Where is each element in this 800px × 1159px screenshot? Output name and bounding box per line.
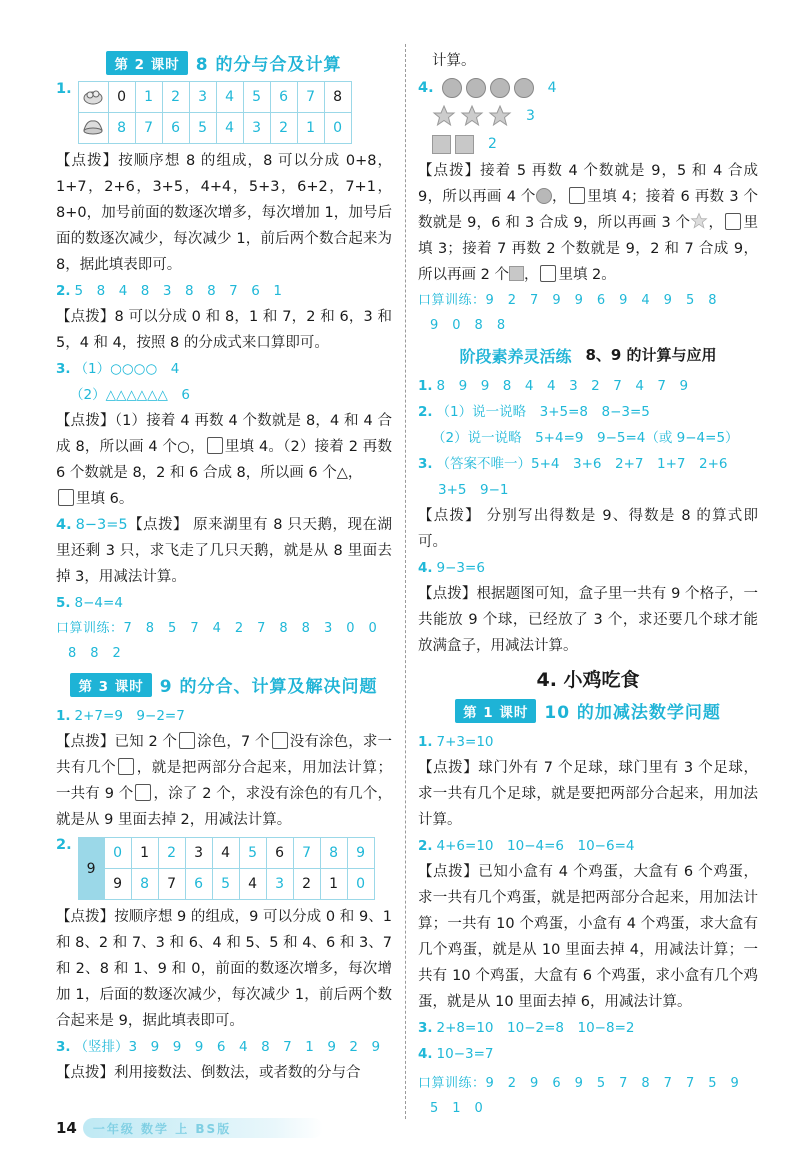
answer-text: （竖排）3 9 9 9 6 4 8 7 1 9 2 9	[74, 1039, 381, 1055]
series-bar	[83, 1118, 323, 1138]
table-cell: 1	[320, 869, 347, 900]
tip-text: 里填 4。（2）接着 2 再数 6 个数就是 8，2 和 6 合成 8，所以画 6 个△，	[56, 439, 392, 481]
lesson-badge: 第 2 课时	[106, 51, 187, 75]
q4-block	[56, 512, 392, 590]
table-cell: 4	[239, 869, 266, 900]
answer-text: 9−3=6	[436, 560, 485, 576]
table-cell: 6	[266, 838, 293, 869]
oral-training-3	[418, 1071, 758, 1121]
question-number: 1.	[418, 734, 433, 750]
question-number: 1.	[418, 378, 433, 394]
answer-text: 8 9 9 8 4 4 3 2 7 4 7 9	[436, 378, 689, 394]
q2-answer	[56, 278, 392, 304]
square-row	[418, 130, 758, 158]
u1-answer	[418, 729, 758, 755]
star-icon	[432, 104, 456, 128]
table-cell: 2	[293, 869, 320, 900]
lesson-title: 9 的分合、计算及解决问题	[159, 677, 378, 697]
table-cell: 5	[212, 869, 239, 900]
circle-icon	[536, 188, 552, 204]
answer-text: 8−3=5	[75, 517, 128, 533]
answer-text: 2+8=10 10−2=8 10−8=2	[436, 1020, 635, 1036]
tip-text: ，	[708, 215, 724, 231]
blank-box-icon	[179, 732, 195, 749]
oral-line: 9 0 8 8	[430, 318, 506, 333]
q1-tip: 【点拨】按顺序想 8 的组成，8 可以分成 0+8，1+7，2+6，3+5，4+4，5+3，6+2，7+1，8+0，加号前面的数逐次增多，每次增加 1，加号后面的数逐次减少，每次减少 1，前后两个数合起来为 8，据此填表即可。	[56, 153, 392, 273]
answer-text: （1）说一说略 3+5=8 8−3=5	[436, 404, 650, 420]
star-icon	[488, 104, 512, 128]
table-cell: 3	[243, 113, 270, 144]
s2-answer-1	[418, 399, 758, 425]
table-cell: 3	[185, 838, 212, 869]
star-row	[418, 102, 758, 130]
square-icon	[455, 135, 474, 154]
table-head-cell: 9	[78, 838, 104, 900]
circle-icon	[490, 78, 510, 98]
table-row	[78, 869, 374, 900]
tip-text: 【点拨】接着 5 再数 4 个数就是 9，5 和 4 合成 9，所以再画 4 个	[418, 163, 758, 205]
s3-answer-2: 3+5 9−1	[438, 482, 509, 498]
section-title-lesson3	[56, 672, 392, 697]
shape-count: 4	[547, 80, 557, 96]
cake-icon	[81, 83, 105, 107]
table-cell: 5	[243, 82, 270, 113]
table-cell: 6	[185, 869, 212, 900]
u4-answer	[418, 1041, 758, 1067]
table-cell: 5	[239, 838, 266, 869]
question-number: 3.	[418, 1020, 433, 1036]
question-number: 2.	[418, 404, 433, 420]
answer-text: 7+3=10	[436, 734, 494, 750]
stage-practice-title	[418, 344, 758, 367]
u2-answer	[418, 833, 758, 859]
blank-box-icon	[272, 732, 288, 749]
circle-icon	[514, 78, 534, 98]
table-cell: 7	[293, 838, 320, 869]
table-cell: 9	[104, 869, 131, 900]
tip-text: ，	[551, 189, 567, 205]
question-number: 4.	[418, 1046, 433, 1062]
table-row	[78, 82, 351, 113]
tip-text: 里填 6。	[76, 491, 134, 507]
table-cell: 2	[162, 82, 189, 113]
s3-answer-1	[418, 451, 758, 477]
blank-box-icon	[135, 784, 151, 801]
answer-text: 5 8 4 8 3 8 8 7 6 1	[74, 283, 282, 299]
u3-answer	[418, 1015, 758, 1041]
star-icon	[460, 104, 484, 128]
stage-title-sub: 8、9 的计算与应用	[585, 346, 717, 364]
table-cell: 8	[131, 869, 158, 900]
question-number: 1.	[56, 708, 71, 724]
bread-icon	[81, 114, 105, 138]
s1-answer	[418, 373, 758, 399]
answer-text: （答案不唯一）5+4 3+6 2+7 1+7 2+6	[436, 456, 728, 472]
table-cell: 8	[108, 113, 135, 144]
square-icon	[509, 266, 524, 281]
tip-text: ，	[523, 267, 539, 283]
table-cell: 2	[158, 838, 185, 869]
right-column	[418, 48, 758, 1121]
continued-text: 计算。	[432, 53, 476, 69]
question-number: 3.	[418, 456, 433, 472]
blank-box-icon	[207, 437, 223, 454]
oral-training-1	[56, 616, 392, 666]
tip-text: 里填 2。	[558, 267, 616, 283]
table-cell: 7	[135, 113, 162, 144]
u2-tip: 【点拨】已知小盒有 4 个鸡蛋，大盒有 6 个鸡蛋，求一共有几个鸡蛋，就是把两部分合起来，用加法计算；一共有 10 个鸡蛋，小盒有 4 个鸡蛋，求大盒有几个鸡蛋，就是从 10 里面去掉 4，用减法计算；一共有 10 个鸡蛋，大盒有 6 个鸡蛋，求小盒有几个鸡蛋，就是从 10 里面去掉 6，用减法计算。	[418, 864, 758, 1010]
question-number: 4.	[418, 560, 433, 576]
oral-line: 口算训练：9 2 7 9 9 6 9 4 9 5 8	[418, 293, 717, 308]
oral-line: 口算训练：7 8 5 7 4 2 7 8 8 3 0 0	[56, 621, 378, 636]
stage-title-main: 阶段素养灵活练	[459, 347, 572, 366]
question-number: 4.	[418, 80, 434, 96]
p3-answer	[56, 1034, 392, 1060]
table-row	[78, 838, 374, 869]
tip-text: 【点拨】已知 2 个	[56, 734, 178, 750]
table-row	[78, 113, 351, 144]
section-title-lesson1	[418, 698, 758, 723]
column-divider	[405, 44, 406, 1119]
oral-line: 口算训练：9 2 9 6 9 5 7 8 7 7 5 9	[418, 1076, 740, 1091]
table-cell: 7	[158, 869, 185, 900]
question-number: 3.	[56, 1039, 71, 1055]
page-footer	[56, 1118, 323, 1138]
s3-tip: 【点拨】 分别写出得数是 9、得数是 8 的算式即可。	[418, 508, 758, 550]
lesson-title: 10 的加减法数学问题	[544, 703, 721, 723]
table-cell: 0	[104, 838, 131, 869]
blank-box-icon	[540, 265, 556, 282]
tip-text: ，涂了 2 个，求没有涂色的有几个，就是从 9 里面去掉 2，用减法计算。	[56, 786, 392, 828]
question-number: 1.	[56, 81, 72, 97]
shape-count: 2	[488, 136, 497, 152]
q1-block	[56, 81, 392, 144]
blank-box-icon	[725, 213, 741, 230]
bread-pic-cell	[78, 113, 108, 144]
page-number: 14	[56, 1119, 77, 1137]
section-title-lesson2	[56, 50, 392, 75]
table-cell: 3	[266, 869, 293, 900]
tip-text: 里填 4；接着 6 再数 3 个数就是 9，6 和 3 合成 9，所以再画 3 个	[418, 189, 759, 231]
table-cell: 4	[216, 82, 243, 113]
q4-tip	[418, 158, 758, 288]
s4-answer	[418, 555, 758, 581]
answer-text: 10−3=7	[436, 1046, 494, 1062]
table-cell: 8	[324, 82, 351, 113]
left-column	[56, 48, 392, 1086]
question-number: 2.	[56, 283, 71, 299]
table-cell: 1	[135, 82, 162, 113]
u1-tip: 【点拨】球门外有 7 个足球，球门里有 3 个足球，求一共有几个足球，就是要把两部分合起来，用加法计算。	[418, 760, 758, 828]
unit-title: 4. 小鸡吃食	[536, 669, 640, 691]
star-icon	[690, 212, 708, 230]
table-cell: 2	[270, 113, 297, 144]
question-number: 2.	[418, 838, 433, 854]
s4-tip: 【点拨】根据题图可知，盒子里一共有 9 个格子，一共能放 9 个球，已经放了 3 个，求还要几个球才能放满盒子，用减法计算。	[418, 586, 758, 654]
table-cell: 9	[347, 838, 374, 869]
tip-text: 涂色，7 个	[197, 734, 270, 750]
table-cell: 8	[320, 838, 347, 869]
answer-text: 2+7=9 9−2=7	[74, 708, 185, 724]
tip-text: 【点拨】 原来湖里有 8 只天鹅，现在湖里还剩 3 只，求飞走了几只天鹅，就是从 8 里面去掉 3，用减法计算。	[56, 517, 392, 585]
q2-tip: 【点拨】8 可以分成 0 和 8，1 和 7，2 和 6，3 和 5，4 和 4，按照 8 的分成式来口算即可。	[56, 309, 392, 351]
answer-text: 8−4=4	[74, 595, 123, 611]
lesson-badge: 第 1 课时	[455, 699, 536, 723]
oral-line: 8 8 2	[68, 646, 122, 661]
oral-line: 5 1 0	[430, 1101, 484, 1116]
table-cell: 0	[324, 113, 351, 144]
lesson-title: 8 的分与合及计算	[195, 55, 342, 75]
cake-pic-cell	[78, 82, 108, 113]
blank-box-icon	[569, 187, 585, 204]
tip-text: 没有涂色，求一共有几个	[56, 734, 393, 776]
q1-table	[78, 81, 352, 144]
p1-tip	[56, 729, 392, 833]
q3-tip	[56, 408, 392, 512]
p3-tip: 【点拨】利用接数法、倒数法，或者数的分与合	[56, 1065, 361, 1081]
question-number: 3.	[56, 361, 71, 377]
p1-answer	[56, 703, 392, 729]
table-cell: 6	[270, 82, 297, 113]
blank-box-icon	[118, 758, 134, 775]
circle-icon	[442, 78, 462, 98]
p2-tip: 【点拨】按顺序想 9 的组成，9 可以分成 0 和 9、1 和 8、2 和 7、3 和 6、4 和 5、5 和 4、6 和 3、7 和 2、8 和 1、9 和 0，前面的数逐次增多，每次增加 1，后面的数逐次减少，每次减少 1，前后两个数合起来是 9，据此填表即可。	[56, 909, 392, 1029]
circle-row	[418, 74, 758, 102]
p2-block	[56, 837, 392, 900]
question-number: 2.	[56, 837, 72, 853]
table-cell: 7	[297, 82, 324, 113]
series-label: 一年级 数学 上 BS版	[92, 1121, 232, 1136]
table-cell: 5	[189, 113, 216, 144]
p2-table	[78, 837, 375, 900]
circle-icon	[466, 78, 486, 98]
answer-text: 4+6=10 10−4=6 10−6=4	[436, 838, 635, 854]
table-cell: 4	[212, 838, 239, 869]
tip-text: 里填 3；接着 7 再数 2 个数就是 9，2 和 7 合成 9，所以再画 2 个	[418, 215, 759, 283]
square-icon	[432, 135, 451, 154]
table-cell: 1	[297, 113, 324, 144]
q4-shapes	[418, 74, 758, 158]
oral-training-2	[418, 288, 758, 338]
lesson-badge: 第 3 课时	[70, 673, 151, 697]
question-number: 4.	[56, 517, 72, 533]
table-cell: 4	[216, 113, 243, 144]
q5-answer	[56, 590, 392, 616]
answer-text: （1）○○○○ 4	[74, 361, 180, 377]
table-cell: 3	[189, 82, 216, 113]
table-cell: 6	[162, 113, 189, 144]
shape-count: 3	[526, 108, 535, 124]
question-number: 5.	[56, 595, 71, 611]
table-cell: 0	[347, 869, 374, 900]
tip-text: ，就是把两部分合起来，用加法计算；一共有 9 个	[56, 760, 393, 802]
blank-box-icon	[58, 489, 74, 506]
q3-answer-1	[56, 356, 392, 382]
table-cell: 1	[131, 838, 158, 869]
q3-answer-2: （2）△△△△△△ 6	[70, 387, 190, 403]
table-cell: 0	[108, 82, 135, 113]
s2-answer-2: （2）说一说略 5+4=9 9−5=4（或 9−4=5）	[432, 430, 739, 446]
tip-text: 【点拨】（1）接着 4 再数 4 个数就是 8，4 和 4 合成 8，所以画 4 个○，	[56, 413, 392, 455]
